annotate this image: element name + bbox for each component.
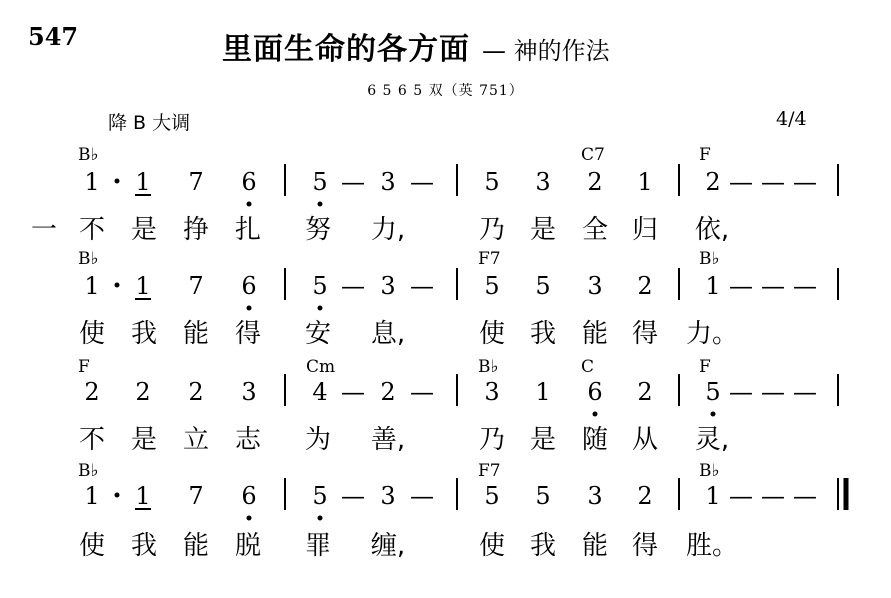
lyric-syllable: 乃 (478, 425, 506, 455)
note: 6 (241, 482, 257, 510)
lyric-syllable: 我 (130, 531, 158, 561)
lyric-syllable: 能 (182, 531, 210, 561)
low-octave-dot (593, 412, 598, 417)
note: 3 (380, 272, 396, 300)
lyric-syllable: 能 (182, 319, 210, 349)
note: 1 (135, 482, 151, 510)
note: 7 (188, 168, 204, 196)
lyric-syllable: 志 (234, 425, 262, 455)
note: — (410, 272, 434, 300)
note: 5 (312, 168, 328, 196)
hymn-title: 里面生命的各方面 (222, 32, 470, 67)
note: 2 (587, 168, 603, 196)
note: 1 (84, 168, 100, 196)
note: 3 (241, 378, 257, 406)
note: — (793, 168, 817, 196)
dotted-note-dot (115, 493, 120, 498)
lyric-syllable: 灵, (694, 425, 730, 455)
note: — (793, 378, 817, 406)
note: 2 (637, 378, 653, 406)
lyric-syllable: 使 (478, 531, 506, 561)
low-octave-dot (247, 306, 252, 311)
low-octave-dot (247, 516, 252, 521)
lyric-syllable: 努 (304, 215, 332, 245)
chord-symbol: B♭ (78, 249, 99, 269)
low-octave-dot (711, 412, 716, 417)
low-octave-dot (318, 516, 323, 521)
chord-symbol: B♭ (78, 461, 99, 481)
chord-symbol: F (699, 357, 711, 377)
note: — (410, 378, 434, 406)
chord-symbol: B♭ (699, 249, 720, 269)
note: 3 (484, 378, 500, 406)
lyric-syllable: 是 (130, 215, 158, 245)
lyric-syllable: 得 (234, 319, 262, 349)
note: 3 (587, 482, 603, 510)
note: 3 (380, 168, 396, 196)
lyric-syllable: 是 (529, 425, 557, 455)
low-octave-dot (318, 202, 323, 207)
note: 5 (484, 272, 500, 300)
note: — (341, 378, 365, 406)
lyric-syllable: 力。 (685, 319, 739, 349)
note: — (410, 168, 434, 196)
lyric-syllable: 不 (78, 215, 106, 245)
lyric-syllable: 我 (529, 531, 557, 561)
chord-symbol: F7 (478, 461, 501, 481)
note: — (341, 168, 365, 196)
note: 1 (705, 272, 721, 300)
lyric-syllable: 立 (182, 425, 210, 455)
lyric-syllable: 使 (478, 319, 506, 349)
dotted-note-dot (115, 179, 120, 184)
lyric-syllable: 全 (581, 215, 609, 245)
note: — (341, 272, 365, 300)
note: 4 (312, 378, 328, 406)
note: 2 (705, 168, 721, 196)
note: 5 (535, 272, 551, 300)
note: 1 (135, 168, 151, 196)
note: 3 (380, 482, 396, 510)
note: — (793, 482, 817, 510)
note: — (729, 168, 753, 196)
lyric-syllable: 得 (631, 531, 659, 561)
lyric-syllable: 息, (370, 319, 406, 349)
lyric-syllable: 随 (581, 425, 609, 455)
chord-symbol: B♭ (699, 461, 720, 481)
note: 3 (587, 272, 603, 300)
chord-symbol: F7 (478, 249, 501, 269)
note: 5 (535, 482, 551, 510)
note: 2 (637, 272, 653, 300)
low-octave-dot (318, 306, 323, 311)
lyric-syllable: 是 (529, 215, 557, 245)
lyric-syllable: 善, (370, 425, 406, 455)
note: 7 (188, 272, 204, 300)
note: — (341, 482, 365, 510)
lyric-syllable: 能 (581, 319, 609, 349)
lyric-syllable: 能 (581, 531, 609, 561)
note: 2 (188, 378, 204, 406)
chord-symbol: F (78, 357, 90, 377)
dotted-note-dot (115, 283, 120, 288)
note: 1 (637, 168, 653, 196)
key-signature: 降 B 大调 (108, 112, 191, 134)
note: 6 (241, 168, 257, 196)
meter-line: 6 5 6 5 双（英 751） (367, 83, 524, 99)
note: 1 (705, 482, 721, 510)
lyric-syllable: 扎 (234, 215, 262, 245)
note: 1 (84, 272, 100, 300)
lyric-syllable: 胜。 (685, 531, 739, 561)
chord-symbol: B♭ (478, 357, 499, 377)
note: 2 (380, 378, 396, 406)
note: — (729, 272, 753, 300)
note: — (410, 482, 434, 510)
lyric-syllable: 为 (304, 425, 332, 455)
note: — (729, 378, 753, 406)
note: — (761, 482, 785, 510)
time-signature: 4/4 (776, 108, 807, 130)
note: 2 (135, 378, 151, 406)
lyric-syllable: 脱 (234, 531, 262, 561)
chord-symbol: Cm (306, 357, 336, 377)
note: 5 (484, 482, 500, 510)
lyric-syllable: 使 (78, 531, 106, 561)
lyric-syllable: 归 (631, 215, 659, 245)
note: — (761, 378, 785, 406)
chord-symbol: C (581, 357, 595, 377)
note: 7 (188, 482, 204, 510)
chord-symbol: C7 (581, 145, 605, 165)
note: — (793, 272, 817, 300)
note: 5 (484, 168, 500, 196)
lyric-syllable: 力, (370, 215, 406, 245)
note: 2 (637, 482, 653, 510)
note: 5 (705, 378, 721, 406)
lyric-syllable: 挣 (182, 215, 210, 245)
note: 1 (84, 482, 100, 510)
lyric-syllable: 罪 (304, 531, 332, 561)
note: 5 (312, 482, 328, 510)
note: 6 (241, 272, 257, 300)
note: — (761, 168, 785, 196)
lyric-syllable: 使 (78, 319, 106, 349)
lyric-syllable: 乃 (478, 215, 506, 245)
low-octave-dot (247, 202, 252, 207)
lyric-syllable: 得 (631, 319, 659, 349)
note: — (729, 482, 753, 510)
lyric-syllable: 不 (78, 425, 106, 455)
note: 2 (84, 378, 100, 406)
note: 5 (312, 272, 328, 300)
lyric-syllable: 我 (529, 319, 557, 349)
hymn-number: 547 (28, 22, 79, 51)
note: — (761, 272, 785, 300)
chord-symbol: F (699, 145, 711, 165)
lyric-syllable: 缠, (370, 531, 406, 561)
lyric-syllable: 我 (130, 319, 158, 349)
lyric-syllable: 是 (130, 425, 158, 455)
lyric-syllable: 从 (631, 425, 659, 455)
note: 3 (535, 168, 551, 196)
note: 6 (587, 378, 603, 406)
note: 1 (535, 378, 551, 406)
chord-symbol: B♭ (78, 145, 99, 165)
lyric-syllable: 安 (304, 319, 332, 349)
lyric-syllable: 依, (694, 215, 730, 245)
note: 1 (135, 272, 151, 300)
lyric-syllable: 一 (30, 215, 58, 245)
hymn-subtitle: — 神的作法 (482, 37, 610, 65)
